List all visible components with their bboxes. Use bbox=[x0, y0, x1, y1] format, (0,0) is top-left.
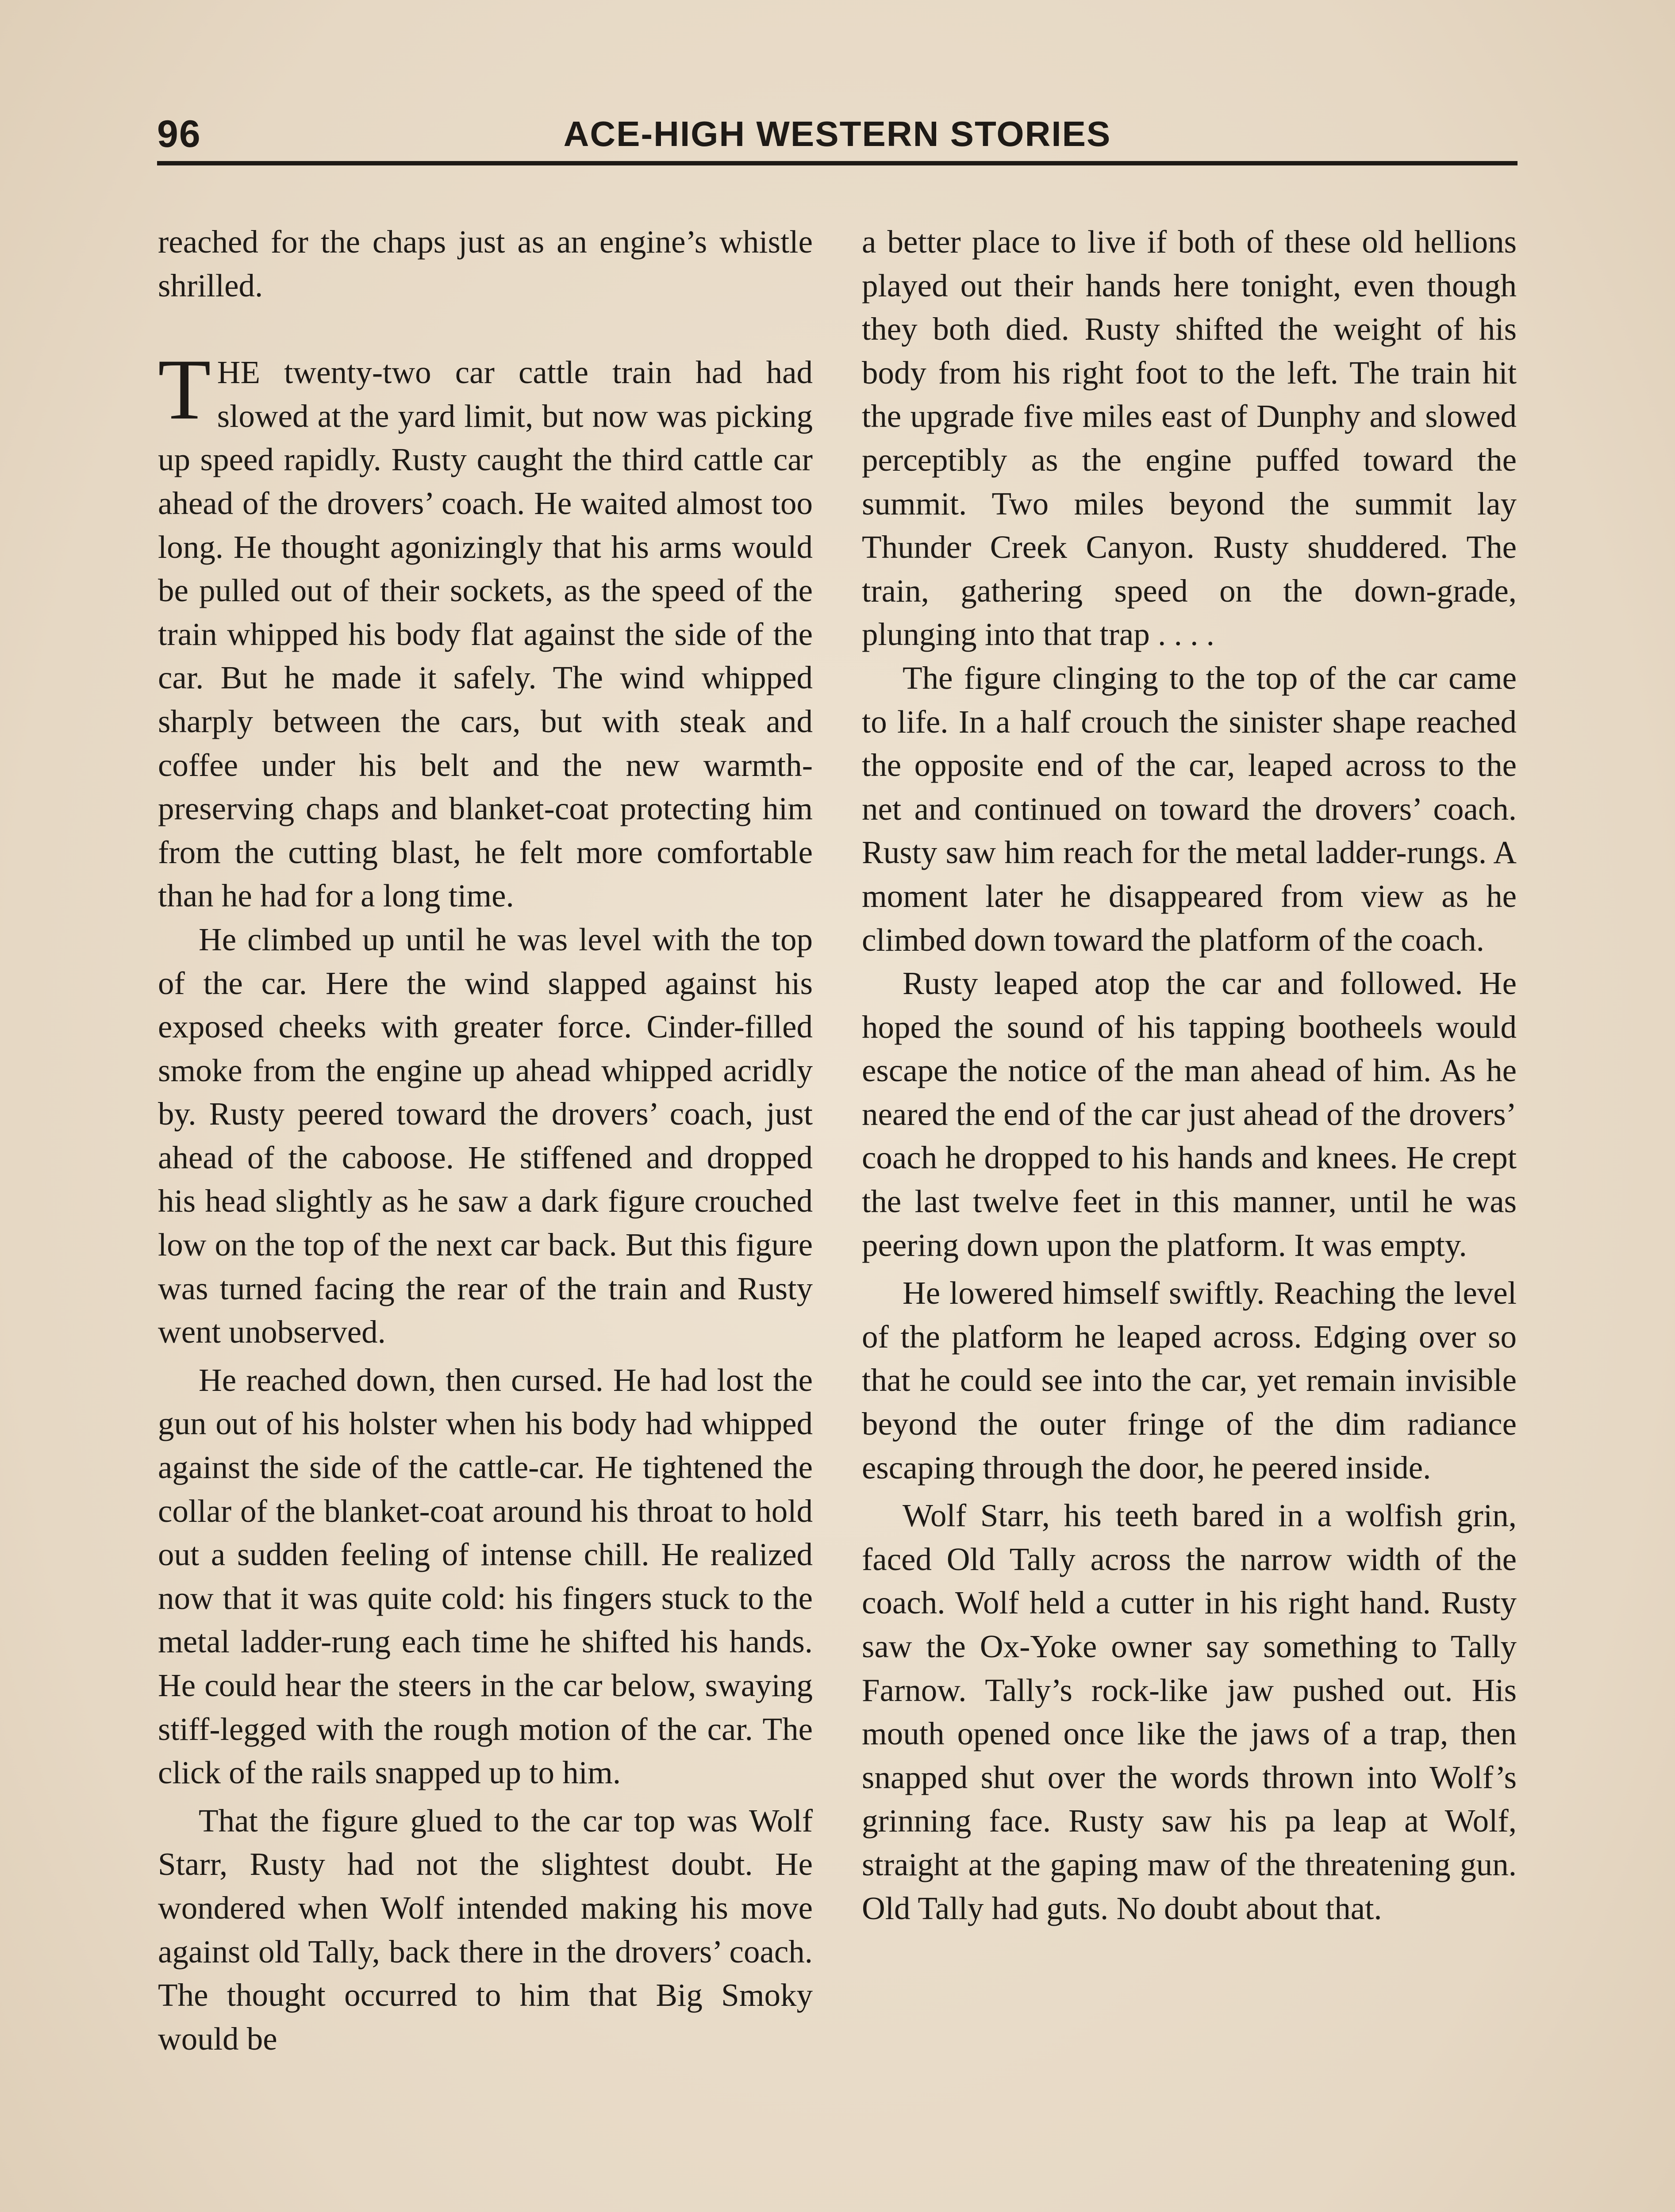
page-header bbox=[157, 110, 1517, 163]
header-rule bbox=[157, 161, 1517, 165]
paragraph: Rusty leaped atop the car and followed. He hoped the sound of his tapping bootheels would escape the notice of the man ahead of him. As he neared the end of the car just ahead of the drovers’ coach he dropped to his hands and knees. He crept the last twelve feet in this manner, until he was peering down upon the platform. It was empty. bbox=[862, 965, 1517, 1263]
page-number: 96 bbox=[157, 113, 201, 155]
paragraph: He reached down, then cursed. He had lost the gun out of his holster when his body had whipped against the side of the cattle-car. He tightened the collar of the blanket-coat around his throat to hold out a sudden feeling of intense chill. He realized now that it was quite cold: his fingers stuck to the metal ladder-rung each time he shifted his hands. He could hear the steers in the car below, swaying stiff-legged with the rough motion of the car. The click of the rails snapped up to him. bbox=[158, 1362, 813, 1791]
paragraph-text: HE twenty-two car cattle train had had slowed at the yard limit, but now was picking up speed rapidly. Rusty caught the third cattle car ahead of the drovers’ coach. He waited almost too long. He thought agonizingly that his arms would be pulled out of their sockets, as the speed of the train whipped his body flat against the side of the car. But he made it safely. The wind whipped sharply between the cars, but with steak and coffee under his belt and the new warmth-preserving chaps and blanket-coat protecting him from the cutting blast, he felt more comfortable than he had for a long time. bbox=[158, 354, 813, 914]
paragraph: He lowered himself swiftly. Reaching the level of the platform he leaped across. Edging over so that he could see into the car, yet remain invisible beyond the outer fringe of the dim radiance escaping through the door, he peered inside. bbox=[862, 1275, 1517, 1486]
right-column bbox=[862, 220, 1517, 1930]
paragraph: That the figure glued to the car top was Wolf Starr, Rusty had not the slightest doubt. He wondered when Wolf intended making his move against old Tally, back there in the drovers’ coach. The thought occurred to him that Big Smoky would be bbox=[158, 1802, 813, 2057]
paragraph: Wolf Starr, his teeth bared in a wolfish grin, faced Old Tally across the narrow width of the coach. Wolf held a cutter in his right hand. Rusty saw the Ox-Yoke owner say something to Tally Farnow. Tally’s rock-like jaw pushed out. His mouth opened once like the jaws of a trap, then snapped shut over the words thrown into Wolf’s grinning face. Rusty saw his pa leap at Wolf, straight at the gaping maw of the threatening gun. Old Tally had guts. No doubt about that. bbox=[862, 1498, 1517, 1926]
paragraph: He climbed up until he was level with the top of the car. Here the wind slapped against his exposed cheeks with greater force. Cinder-filled smoke from the engine up ahead whipped acridly by. Rusty peered toward the drovers’ coach, just ahead of the caboose. He stiffened and dropped his head slightly as he saw a dark figure crouched low on the top of the next car back. But this figure was turned facing the rear of the train and Rusty went unobserved. bbox=[158, 921, 813, 1350]
left-column bbox=[158, 220, 813, 2061]
paragraph: The figure clinging to the top of the car came to life. In a half crouch the sinister shape reached the opposite end of the car, leaped across to the net and continued on toward the drovers’ coach. Rusty saw him reach for the metal ladder-rungs. A moment later he disappeared from view as he climbed down toward the platform of the coach. bbox=[862, 660, 1517, 958]
paragraph: a better place to live if both of these old hellions played out their hands here tonight, even though they both died. Rusty shifted the weight of his body from his right foot to the left. The train hit the upgrade five miles east of Dunphy and slowed perceptibly as the engine puffed toward the summit. Two miles beyond the summit lay Thunder Creek Canyon. Rusty shuddered. The train, gathering speed on the down-grade, plunging into that trap . . . . bbox=[862, 224, 1517, 653]
drop-cap: T bbox=[158, 342, 211, 438]
running-title: ACE-HIGH WESTERN STORIES bbox=[563, 114, 1111, 154]
paragraph-with-dropcap bbox=[158, 342, 813, 918]
paragraph: reached for the chaps just as an engine’s whistle shrilled. bbox=[158, 224, 813, 303]
